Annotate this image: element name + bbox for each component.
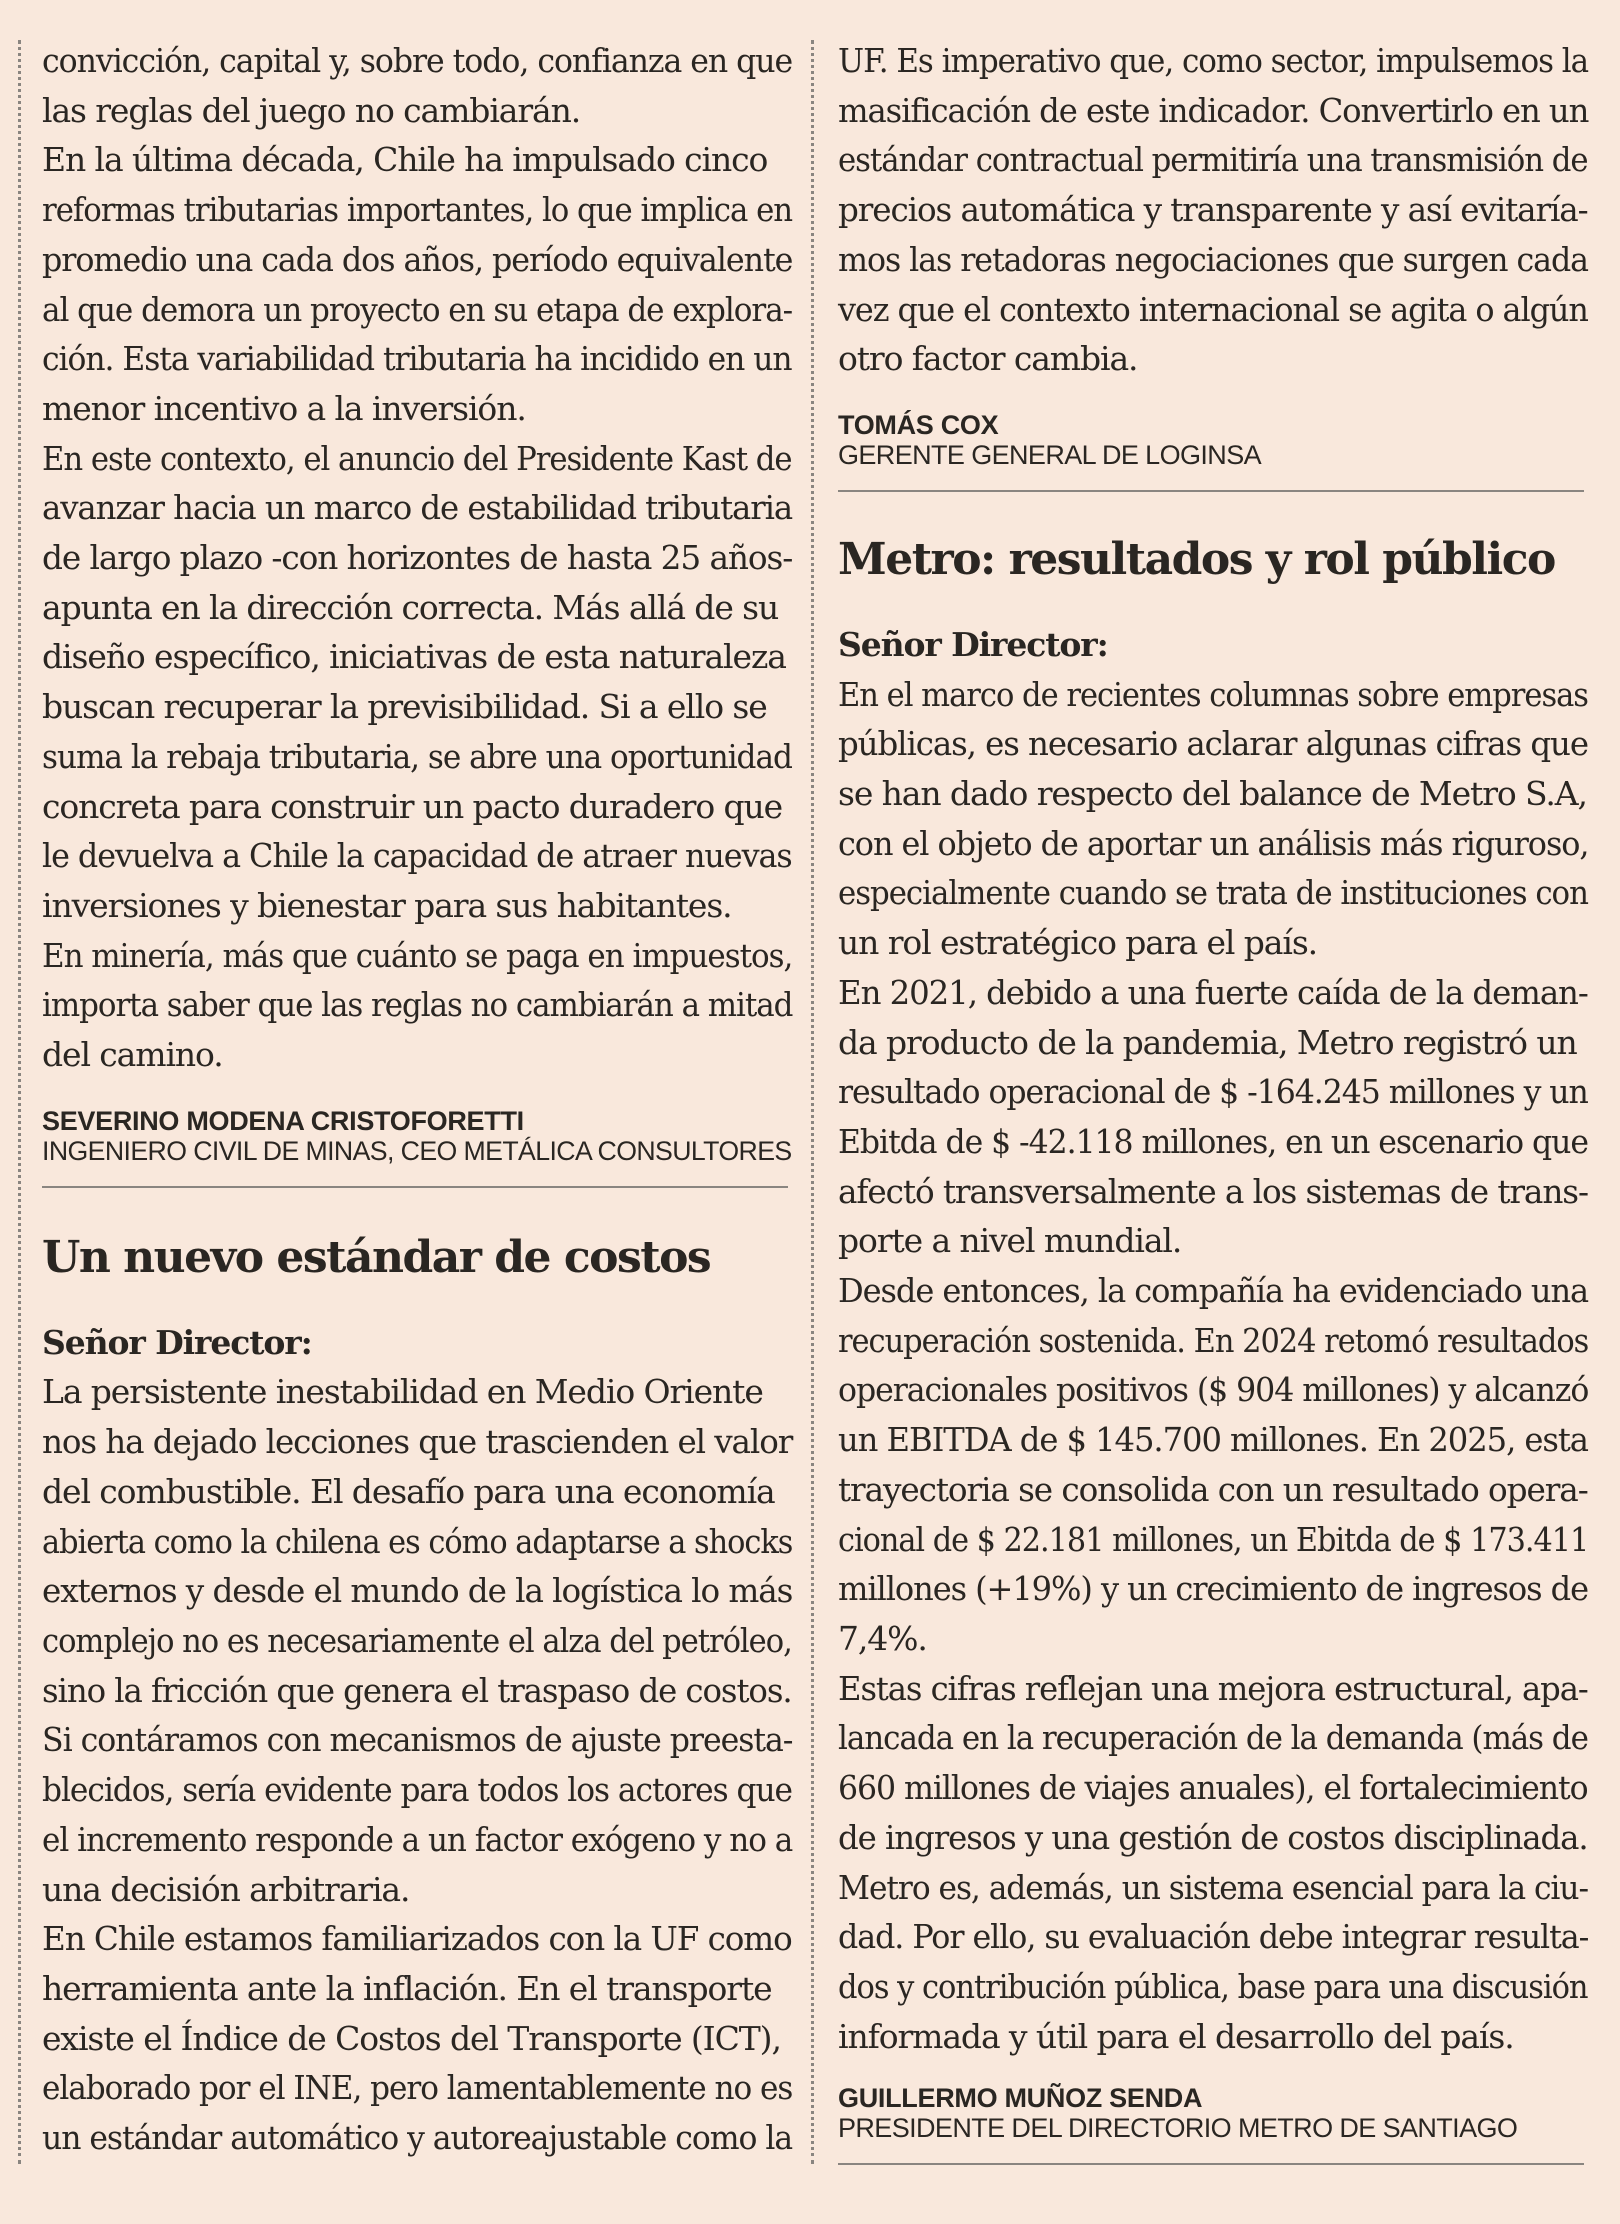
- text-line: abierta como la chilena es cómo adaptarse a shocks: [42, 1521, 793, 1561]
- body-paragraph: [42, 135, 792, 433]
- text-line: Metro es, además, un sistema esencial para la ciu-: [838, 1867, 1588, 1907]
- letter-headline: Metro: resultados y rol público: [838, 533, 1555, 585]
- text-line: sino la fricción que genera el traspaso de costos.: [42, 1670, 792, 1710]
- text-line: convicción, capital y, sobre todo, confianza en que: [42, 41, 793, 80]
- text-line: el incremento responde a un factor exógeno y no a: [42, 1819, 793, 1859]
- text-line: una decisión arbitraria.: [42, 1869, 410, 1909]
- left-dotted-rule: [18, 40, 21, 2164]
- text-line: dad. Por ello, su evaluación debe integrar resulta-: [838, 1917, 1589, 1957]
- text-line: del camino.: [42, 1035, 223, 1075]
- letter-salutation: Señor Director:: [42, 1322, 312, 1362]
- text-line: resultado operacional de $ -164.245 millones y un: [838, 1072, 1588, 1112]
- body-paragraph: [42, 1715, 792, 1914]
- body-paragraph: [42, 434, 792, 931]
- signature-title: GERENTE GENERAL DE LOGINSA: [838, 439, 1262, 470]
- text-line: estándar contractual permitiría una transmisión de: [838, 140, 1588, 180]
- signature-title: PRESIDENTE DEL DIRECTORIO METRO DE SANTIAGO: [838, 2113, 1518, 2144]
- text-line: al que demora un proyecto en su etapa de explora-: [42, 289, 793, 329]
- text-line: con el objeto de aportar un análisis más riguroso,: [838, 823, 1589, 863]
- text-line: lancada en la recuperación de la demanda (más de: [838, 1718, 1588, 1758]
- section-divider: [838, 2163, 1584, 2165]
- letter-metro: [838, 492, 1588, 2165]
- text-line: informada y útil para el desarrollo del país.: [838, 2016, 1514, 2056]
- text-line: las reglas del juego no cambiarán.: [42, 90, 581, 130]
- body-paragraph: [838, 36, 1588, 384]
- letter-estandar-costos: [42, 1188, 792, 2163]
- text-line: un EBITDA de $ 145.700 millones. En 2025, esta: [838, 1420, 1588, 1460]
- text-line: existe el Índice de Costos del Transporte (ICT),: [42, 2018, 781, 2058]
- text-line: En Chile estamos familiarizados con la UF como: [42, 1919, 792, 1959]
- text-line: concreta para construir un pacto duradero que: [42, 786, 783, 826]
- text-line: externos y desde el mundo de la logística lo más: [42, 1571, 793, 1611]
- text-line: recuperación sostenida. En 2024 retomó resultados: [838, 1320, 1589, 1360]
- column-dotted-rule: [811, 40, 814, 2164]
- text-line: importa saber que las reglas no cambiarán a mitad: [42, 985, 793, 1025]
- text-line: mos las retadoras negociaciones que surgen cada: [838, 239, 1588, 279]
- letter-headline: Un nuevo estándar de costos: [42, 1231, 711, 1283]
- text-line: especialmente cuando se trata de instituciones con: [838, 873, 1588, 913]
- text-line: Estas cifras reflejan una mejora estructural, apa-: [838, 1668, 1588, 1708]
- text-line: dos y contribución pública, base para una discusión: [838, 1966, 1588, 2006]
- text-line: se han dado respecto del balance de Metro S.A,: [838, 774, 1587, 814]
- text-line: vez que el contexto internacional se agita o algún: [838, 289, 1588, 329]
- text-line: un estándar automático y autoreajustable como la: [42, 2118, 793, 2158]
- text-line: de largo plazo -con horizontes de hasta 25 años-: [42, 538, 793, 578]
- text-line: porte a nivel mundial.: [838, 1221, 1182, 1261]
- signature-title: INGENIERO CIVIL DE MINAS, CEO METÁLICA CONSULTORES: [42, 1135, 792, 1166]
- text-line: suma la rebaja tributaria, se abre una oportunidad: [42, 736, 792, 776]
- text-line: En este contexto, el anuncio del Presidente Kast de: [42, 438, 792, 478]
- body-paragraph: [42, 36, 792, 135]
- text-line: 660 millones de viajes anuales), el fortalecimiento: [838, 1768, 1588, 1808]
- body-paragraph: [838, 1863, 1588, 2062]
- text-line: menor incentivo a la inversión.: [42, 388, 526, 428]
- text-line: operacionales positivos ($ 904 millones) y alcanzó: [838, 1370, 1589, 1410]
- text-line: reformas tributarias importantes, lo que implica en: [42, 190, 793, 230]
- body-paragraph: [42, 931, 792, 1080]
- text-line: Desde entonces, la compañía ha evidenciado una: [838, 1271, 1589, 1311]
- text-line: masificación de este indicador. Convertirlo en un: [838, 90, 1589, 130]
- text-line: complejo no es necesariamente el alza del petróleo,: [42, 1620, 792, 1660]
- body-paragraph: [42, 1367, 792, 1715]
- text-line: Si contáramos con mecanismos de ajuste preesta-: [42, 1720, 793, 1760]
- letter-salutation: Señor Director:: [838, 624, 1108, 664]
- text-line: le devuelva a Chile la capacidad de atraer nuevas: [42, 836, 792, 876]
- text-line: afectó transversalmente a los sistemas de trans-: [838, 1171, 1588, 1211]
- text-line: buscan recuperar la previsibilidad. Si a ello se: [42, 687, 767, 727]
- text-line: precios automática y transparente y así evitaría-: [838, 190, 1588, 230]
- text-line: otro factor cambia.: [838, 339, 1138, 379]
- text-line: millones (+19%) y un crecimiento de ingresos de: [838, 1569, 1589, 1609]
- body-paragraph: [42, 1914, 792, 2163]
- text-line: de ingresos y una gestión de costos disciplinada.: [838, 1817, 1588, 1857]
- text-line: En minería, más que cuánto se paga en impuestos,: [42, 935, 793, 975]
- signature-name: SEVERINO MODENA CRISTOFORETTI: [42, 1105, 524, 1136]
- text-line: En 2021, debido a una fuerte caída de la deman-: [838, 972, 1588, 1012]
- text-line: La persistente inestabilidad en Medio Oriente: [42, 1372, 763, 1412]
- text-line: 7,4%.: [838, 1618, 927, 1658]
- body-paragraph: [838, 1266, 1588, 1664]
- text-line: da producto de la pandemia, Metro registró un: [838, 1022, 1577, 1062]
- text-line: inversiones y bienestar para sus habitantes.: [42, 885, 732, 925]
- text-line: En la última década, Chile ha impulsado cinco: [42, 140, 768, 180]
- text-line: En el marco de recientes columnas sobre empresas: [838, 674, 1588, 714]
- text-line: elaborado por el INE, pero lamentablemente no es: [42, 2068, 793, 2108]
- text-line: cional de $ 22.181 millones, un Ebitda de $ 173.411: [838, 1519, 1589, 1559]
- text-line: UF. Es imperativo que, como sector, impulsemos la: [838, 41, 1589, 80]
- text-line: diseño específico, iniciativas de esta naturaleza: [42, 637, 786, 677]
- text-line: trayectoria se consolida con un resultado opera-: [838, 1469, 1588, 1509]
- signature-name: TOMÁS COX: [838, 409, 999, 440]
- body-paragraph: [838, 1664, 1588, 1863]
- body-paragraph: [838, 670, 1588, 968]
- signature-name: GUILLERMO MUÑOZ SENDA: [838, 2083, 1203, 2114]
- text-line: herramienta ante la inflación. En el transporte: [42, 1968, 772, 2008]
- text-line: públicas, es necesario aclarar algunas cifras que: [838, 724, 1588, 764]
- left-column: [42, 36, 792, 2163]
- text-line: Ebitda de $ -42.118 millones, en un escenario que: [838, 1121, 1588, 1161]
- text-line: un rol estratégico para el país.: [838, 923, 1318, 963]
- body-paragraph: [838, 968, 1588, 1266]
- letter-mineria-ending: [42, 36, 792, 1188]
- text-line: apunta en la dirección correcta. Más allá de su: [42, 587, 779, 627]
- text-line: promedio una cada dos años, período equivalente: [42, 239, 793, 279]
- right-column: [838, 36, 1588, 2165]
- text-line: blecidos, sería evidente para todos los actores que: [42, 1770, 793, 1810]
- text-line: avanzar hacia un marco de estabilidad tributaria: [42, 488, 793, 528]
- letter-estandar-costos-continued: [838, 36, 1588, 492]
- text-line: nos ha dejado lecciones que trascienden el valor: [42, 1422, 793, 1462]
- text-line: ción. Esta variabilidad tributaria ha incidido en un: [42, 339, 792, 379]
- text-line: del combustible. El desafío para una economía: [42, 1471, 775, 1511]
